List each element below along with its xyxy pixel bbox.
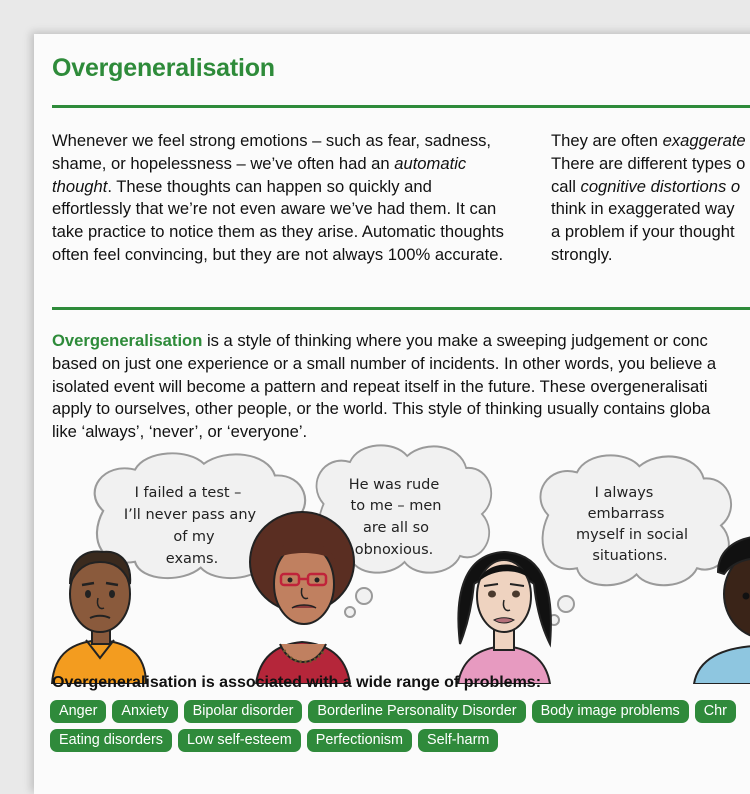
problem-tag: Eating disorders [50,729,172,752]
problems-row-1 [50,700,750,723]
intro-emphasis: automatic thought [52,153,467,196]
problem-tag: Low self-esteem [178,729,301,752]
page-title: Overgeneralisation [52,54,275,82]
worksheet-page [34,34,750,794]
right-line-4: think in exaggerated way [551,199,735,219]
definition-keyword: Overgeneralisation [52,331,203,350]
thought-1-line-3: of my [173,529,215,545]
person-1-illustration [52,551,146,684]
section-divider [52,307,750,310]
problem-tag: Borderline Personality Disorder [308,700,525,723]
definition-line-2: based on just one experience or a small number of incidents. In other words, you believe a [52,353,717,373]
right-line-3-emphasis: cognitive distortions o [580,176,741,196]
right-line-1: They are often [551,131,663,150]
person-3-illustration [458,552,551,684]
intro-text-1: Whenever we feel strong emotions – such as fear, sadness, shame, or hopelessness – we’ve often had an [52,131,492,173]
thought-3-line-1: I always [594,485,654,501]
definition-line-5: like ‘always’, ‘never’, or ‘everyone’. [52,422,308,442]
problem-tag: Anxiety [112,700,177,723]
definition-line-4: apply to ourselves, other people, or the world. This style of thinking usually contains globa [52,399,711,419]
definition-paragraph [52,330,750,444]
thought-3-line-2: embarrass [587,506,665,522]
definition-line-3: isolated event will become a pattern and repeat itself in the future. These overgeneralisati [52,376,708,396]
thought-1-line-4: exams. [165,551,219,567]
right-line-1-emphasis: exaggerate [662,131,746,150]
thought-3-line-3: myself in social [575,527,689,543]
thought-2-line-4: obnoxious. [354,542,434,558]
problem-tag: Perfectionism [307,729,412,752]
thought-3-line-4: situations. [592,548,668,564]
thought-1-line-2: I’ll never pass any [123,507,257,523]
thought-2-line-1: He was rude [348,477,440,493]
intro-paragraph-right [551,130,750,267]
right-line-2: There are different types o [551,153,746,173]
title-divider [52,105,750,108]
person-2-illustration [250,512,354,684]
thought-1-line-1: I failed a test – [134,485,242,501]
right-line-3: call [551,176,581,196]
problems-row-2 [50,729,750,752]
problem-tag: Body image problems [532,700,689,723]
definition-line-1: is a style of thinking where you make a sweeping judgement or conc [202,331,708,350]
problem-tag: Self-harm [418,729,498,752]
problem-tag: Chr [695,700,736,723]
problem-tag: Anger [50,700,106,723]
right-line-5: a problem if your thought [551,222,735,242]
thought-2-line-3: are all so [362,520,430,536]
thought-cloud-3 [540,455,731,625]
problem-tag: Bipolar disorder [184,700,303,723]
intro-paragraph-left [52,130,512,267]
intro-text-2: . These thoughts can happen so quickly and effortlessly that we’re not even aware we’ve had them. It can take practice to notice them as they arise. Automatic thoughts often feel convincing, but they are not always 100% accurate. [52,176,504,264]
problems-list [50,700,750,758]
thought-bubble-illustration [34,444,750,684]
right-line-6: strongly. [551,244,613,264]
thought-2-line-2: to me – men [350,498,442,514]
problems-heading: Overgeneralisation is associated with a wide range of problems: [52,674,542,691]
